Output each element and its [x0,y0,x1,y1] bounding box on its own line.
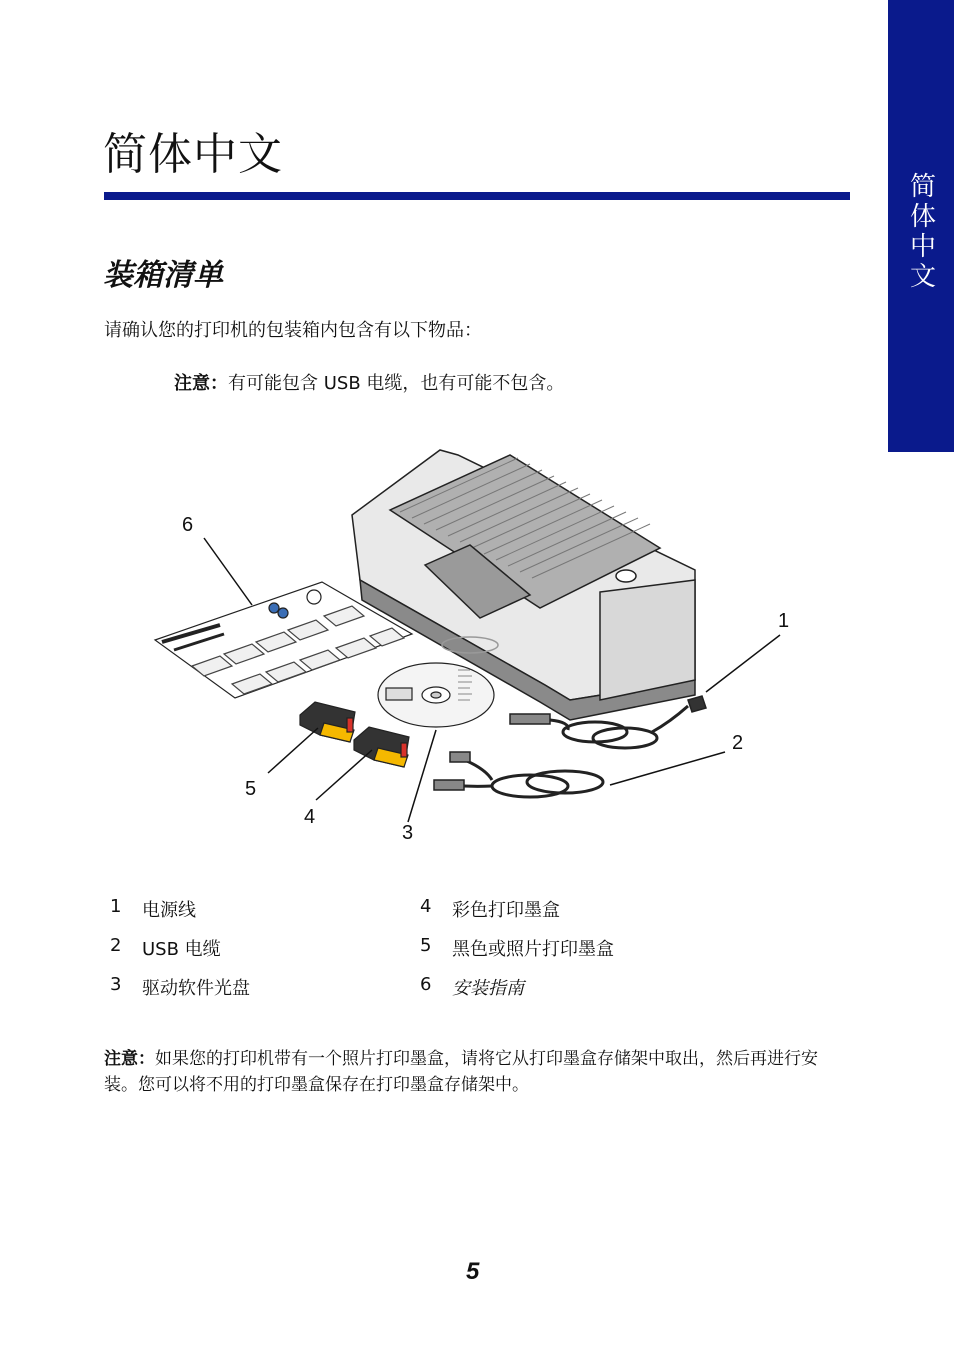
callout-5: 5 [245,778,257,800]
legend-text: 电源线 [142,900,196,921]
note-photo-cartridge [104,1046,844,1098]
callout-6: 6 [182,514,194,536]
legend-number: 2 [110,935,122,956]
package-contents-illustration [140,430,820,850]
note-text: 如果您的打印机带有一个照片打印墨盒，请将它从打印墨盒存储架中取出，然后再进行安装。您可以将不用的打印墨盒保存在打印墨盒存储架中。 [104,1049,818,1095]
legend-number: 3 [110,974,122,995]
callout-4: 4 [304,806,316,828]
note-label: 注意： [174,373,228,394]
callout-3: 3 [402,822,414,844]
intro-text: 请确认您的打印机的包装箱内包含有以下物品： [104,320,482,341]
callout-2: 2 [732,732,744,754]
side-tab-label: 简体中文 [905,172,936,292]
illustration-svg [140,430,820,850]
usb-cable-illustration [434,752,603,797]
legend-number: 5 [420,935,432,956]
driver-cd-illustration [378,663,494,727]
side-language-tab [888,0,954,452]
legend-text: 黑色或照片打印墨盒 [452,939,614,960]
page-number: 5 [466,1258,480,1285]
page-title: 简体中文 [103,129,283,180]
note-label: 注意： [104,1049,155,1069]
legend-number: 6 [420,974,432,995]
callout-1: 1 [778,610,790,632]
note-text: 有可能包含 USB 电缆，也有可能不包含。 [228,373,565,394]
title-rule [104,192,850,200]
legend-number: 4 [420,896,432,917]
legend-text: 安装指南 [452,978,524,999]
note-usb [174,369,564,395]
legend-number: 1 [110,896,122,917]
section-title: 装箱清单 [103,258,223,293]
legend-text: USB 电缆 [142,939,221,960]
color-cartridge-illustration [354,727,409,767]
legend-text: 彩色打印墨盒 [452,900,560,921]
legend-text: 驱动软件光盘 [142,978,250,999]
